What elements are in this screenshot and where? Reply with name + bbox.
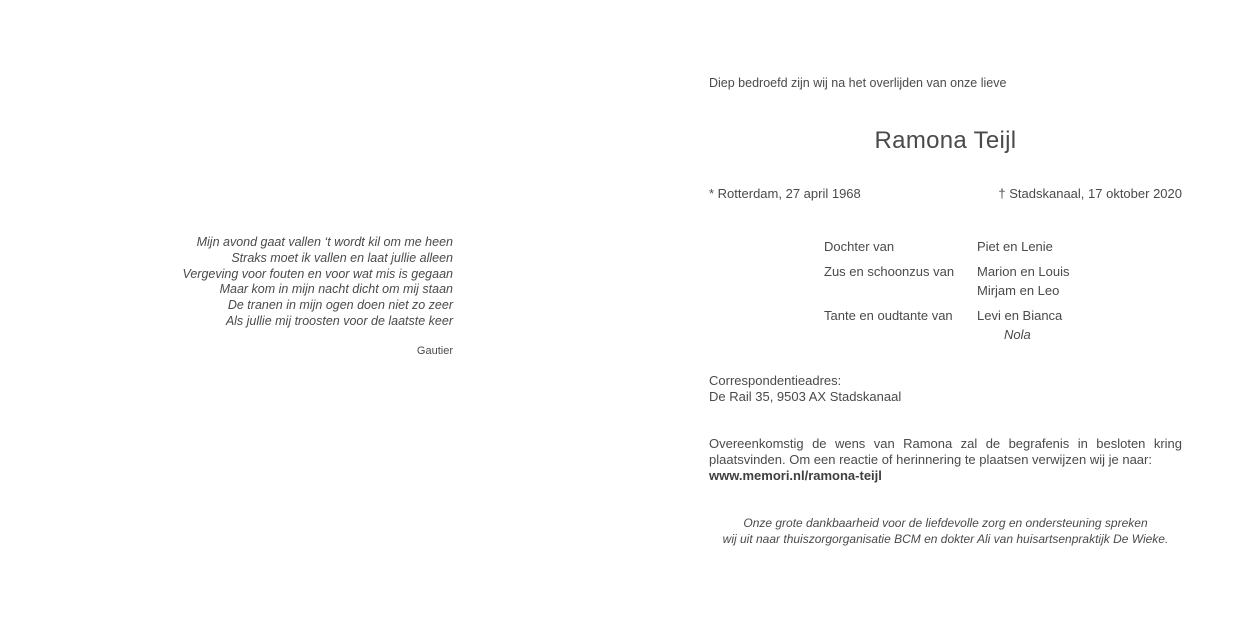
relation-name: Levi en Bianca [977,308,1063,323]
relation-name: Mirjam en Leo [977,283,1060,298]
intro-text: Diep bedroefd zijn wij na het overlijden van onze lieve [709,76,1007,90]
poem-line: Straks moet ik vallen en laat jullie alleen [231,250,453,265]
memorial-link[interactable]: www.memori.nl/ramona-teijl [709,468,882,483]
poem-line: Vergeving voor fouten en voor wat mis is gegaan [182,266,453,281]
thanks-line: wij uit naar thuiszorgorganisatie BCM en dokter Ali van huisartsenpraktijk De Wieke. [722,532,1169,546]
relation-label: Dochter van [824,239,895,254]
relation-row [824,306,1070,344]
relation-label: Tante en oudtante van [824,308,953,323]
relation-names [977,306,1062,344]
poem-author: Gautier [416,345,453,357]
relation-row [824,237,1070,256]
thanks-line: Onze grote dankbaarheid voor de liefdevolle zorg en ondersteuning spreken [743,516,1148,530]
relation-name: Marion en Louis [977,264,1070,279]
birth-info: * Rotterdam, 27 april 1968 [709,186,861,201]
poem-line: Als jullie mij troosten voor de laatste keer [225,313,453,328]
correspondence-address: De Rail 35, 9503 AX Stadskanaal [709,389,902,404]
relation-names [977,237,1053,256]
relation-subname: Nola [1004,327,1031,342]
relation-label: Zus en schoonzus van [824,264,955,279]
poem-line: Mijn avond gaat vallen ‘t wordt kil om me heen [196,235,453,249]
relation-names [977,262,1070,300]
relation-row [824,262,1070,300]
thanks-note [709,515,1182,547]
correspondence-label: Correspondentieadres: [709,373,842,388]
relation-name: Piet en Lenie [977,239,1053,254]
relations-list [824,237,1070,344]
death-info: † Stadskanaal, 17 oktober 2020 [998,186,1182,201]
wish-text: Overeenkomstig de wens van Ramona zal de begrafenis in besloten kring plaatsvinden. Om een reactie of herinnering te plaatsen verwijzen wij je naar: [709,436,1182,467]
deceased-name: Ramona Teijl [874,127,1017,154]
poem-line: Maar kom in mijn nacht dicht om mij staan [219,282,453,297]
poem-line: De tranen in mijn ogen doen niet zo zeer [227,298,453,313]
funeral-wish [709,436,1182,484]
correspondence [709,373,901,405]
poem [150,235,453,330]
